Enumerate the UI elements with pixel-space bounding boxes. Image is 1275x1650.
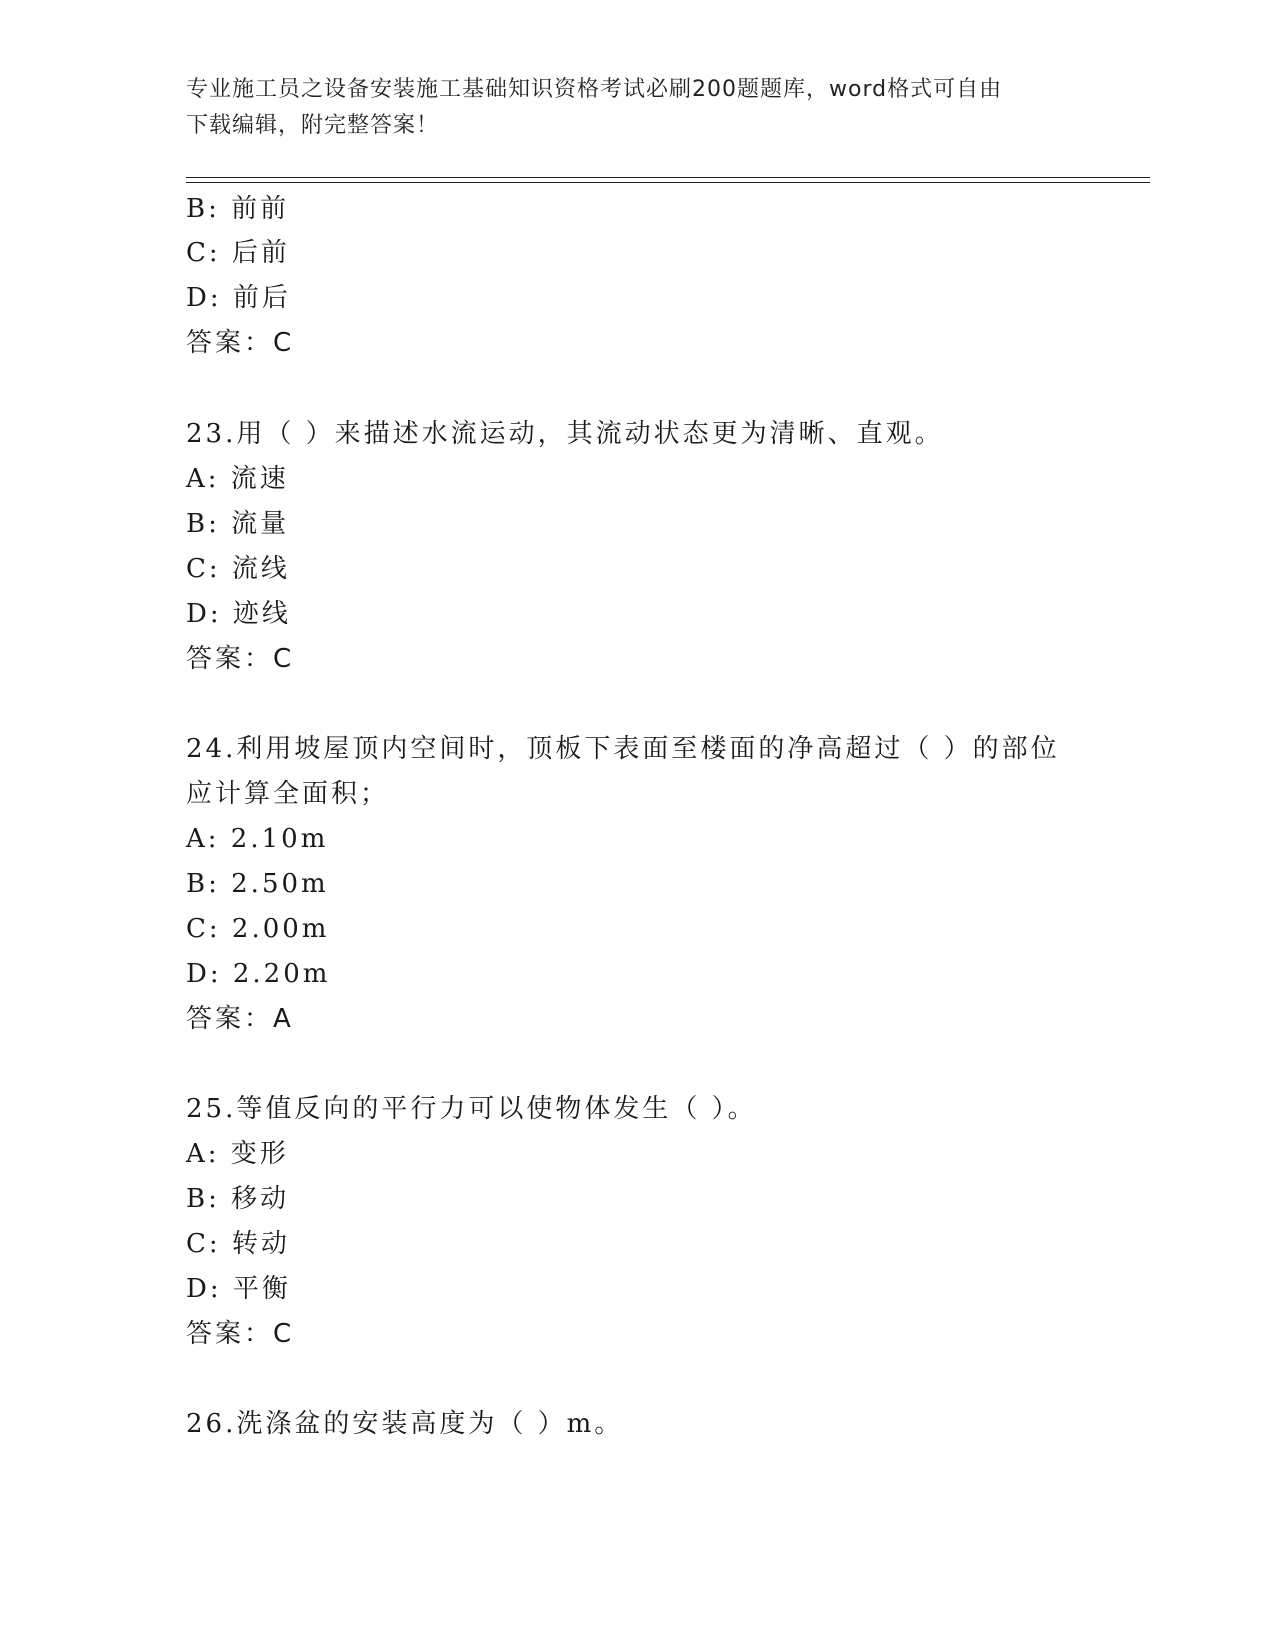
q24-answer: 答案：A [186, 1004, 294, 1034]
q24-option-d: D: 2.20m [186, 959, 331, 989]
q23-option-b: B: 流量 [186, 509, 290, 539]
q25-option-a: A: 变形 [186, 1139, 289, 1169]
q23-answer: 答案：C [186, 644, 295, 674]
q23-option-c: C: 流线 [186, 554, 290, 584]
q22-answer: 答案：C [186, 328, 295, 358]
q23-option-a: A: 流速 [186, 464, 289, 494]
q24-question-line-1: 24.利用坡屋顶内空间时，顶板下表面至楼面的净高超过（ ）的部位 [186, 734, 1060, 764]
q24-question-line-2: 应计算全面积； [186, 779, 390, 809]
q25-option-d: D: 平衡 [186, 1274, 291, 1304]
header-divider-bottom [186, 182, 1150, 183]
q26-question: 26.洗涤盆的安装高度为（ ）m。 [186, 1409, 624, 1439]
q24-option-a: A: 2.10m [186, 824, 329, 854]
q23-question: 23.用（ ）来描述水流运动，其流动状态更为清晰、直观。 [186, 419, 944, 449]
header-divider-top [186, 177, 1150, 178]
q23-option-d: D: 迹线 [186, 599, 291, 629]
header-line-2: 下载编辑，附完整答案！ [186, 113, 440, 138]
q24-option-c: C: 2.00m [186, 914, 330, 944]
q22-option-c: C: 后前 [186, 238, 290, 268]
header-line-1: 专业施工员之设备安装施工基础知识资格考试必刷200题题库，word格式可自由 [186, 77, 1003, 102]
q25-option-c: C: 转动 [186, 1229, 290, 1259]
q22-option-d: D: 前后 [186, 283, 291, 313]
q24-option-b: B: 2.50m [186, 869, 329, 899]
q25-option-b: B: 移动 [186, 1184, 290, 1214]
q25-answer: 答案：C [186, 1319, 295, 1349]
q22-option-b: B: 前前 [186, 194, 290, 224]
document-header [186, 72, 1066, 144]
q25-question: 25.等值反向的平行力可以使物体发生（ ）。 [186, 1094, 757, 1124]
